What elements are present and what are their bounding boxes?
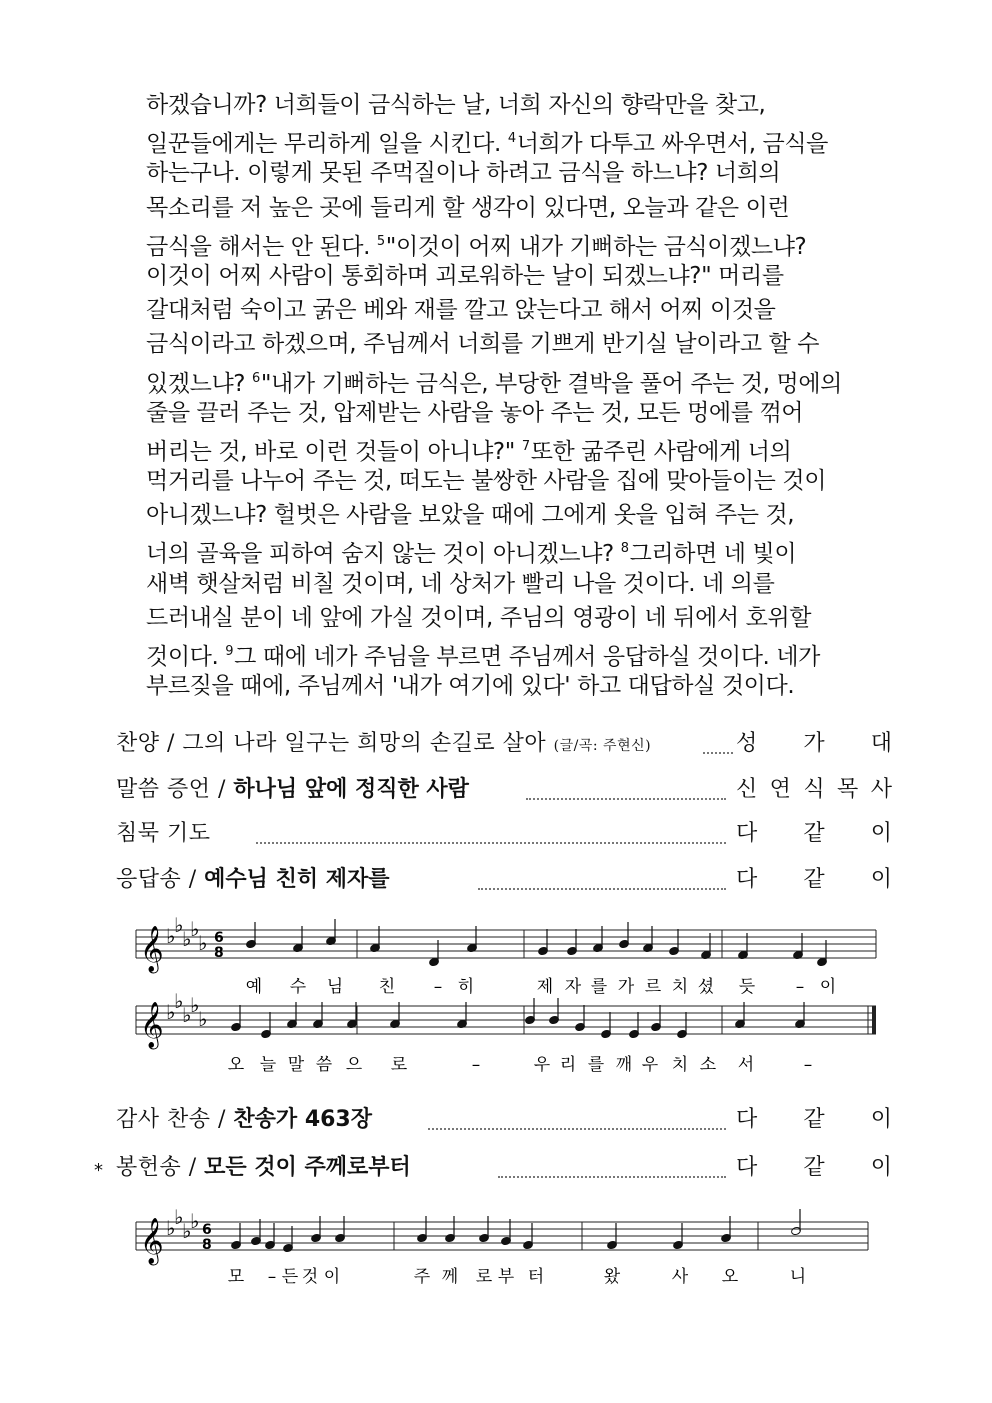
lyric-syllable: – [267, 1267, 277, 1287]
svg-text:♭: ♭ [198, 931, 208, 955]
svg-text:♭: ♭ [174, 913, 184, 937]
scripture-line [146, 191, 868, 225]
scripture-line [146, 122, 868, 156]
treble-clef-icon: 𝄞 [140, 926, 164, 972]
offering-song-score [132, 1200, 888, 1304]
scripture-text: 것이다. [146, 644, 226, 670]
scripture-line [146, 532, 868, 566]
leader-dots [703, 722, 733, 754]
leader-dots [428, 1098, 726, 1130]
sermon-label: 말씀 증언 / [116, 777, 234, 802]
svg-text:♭: ♭ [174, 989, 184, 1013]
scripture-text: "이것이 어찌 내가 기뻐하는 금식이겠느냐? [385, 233, 807, 260]
response-song-staff [132, 910, 888, 1090]
lyric-syllable: – [803, 1055, 813, 1075]
leader-dots [256, 812, 726, 844]
lyrics-line [246, 976, 836, 997]
lyric-syllable: 님 [326, 977, 344, 997]
lyric-syllable: 니 [789, 1267, 807, 1287]
scripture-text: 너의 골육을 피하여 숨지 않는 것이 아니겠느냐? [146, 541, 621, 568]
scripture-text: 아니겠느냐? 헐벗은 사람을 보았을 때에 그에게 옷을 입혀 주는 것, [146, 502, 795, 529]
lyric-syllable: 듯 [738, 977, 756, 997]
lyric-syllable: 를 [590, 977, 608, 997]
order-item-prayer [116, 812, 892, 852]
scripture-line [146, 225, 868, 259]
leader-dots [498, 1146, 726, 1178]
svg-text:♭: ♭ [174, 1205, 184, 1229]
lyric-syllable: 우 [533, 1055, 551, 1075]
lyric-syllable: 소 [699, 1055, 717, 1075]
lyric-syllable: 든 [281, 1267, 299, 1287]
lyric-syllable: 이 [323, 1267, 341, 1287]
lyric-syllable: 것 [301, 1267, 319, 1287]
scripture-text: 그리하면 네 빛이 [629, 541, 797, 568]
leader-dots [526, 768, 726, 800]
lyric-syllable: 셨 [697, 977, 715, 997]
leader-dots [478, 858, 726, 890]
scripture-text: 그 때에 네가 주님을 부르면 주님께서 응답하실 것이다. 네가 [234, 644, 820, 670]
svg-text:♭: ♭ [190, 993, 200, 1017]
lyric-syllable: 주 [413, 1267, 431, 1287]
scripture-text: 하겠습니까? 너희들이 금식하는 날, 너희 자신의 향락만을 찾고, [146, 92, 766, 118]
lyric-syllable: 말 [287, 1055, 305, 1075]
scripture-text: 갈대처럼 숙이고 굵은 베와 재를 깔고 앉는다고 해서 어찌 이것을 [146, 297, 776, 324]
scripture-passage [146, 88, 868, 703]
scripture-line [146, 327, 868, 361]
lyric-syllable: 오 [721, 1267, 739, 1287]
lyric-syllable: 수 [289, 977, 307, 997]
lyric-syllable: 왔 [603, 1267, 621, 1287]
lyric-syllable: 부 [497, 1267, 515, 1287]
response-label: 응답송 / [116, 867, 205, 892]
lyric-syllable: 으 [345, 1055, 363, 1075]
svg-text:♭: ♭ [190, 917, 200, 941]
sermon-title: 하나님 앞에 정직한 사람 [233, 777, 469, 802]
scripture-text: 부르짖을 때에, 주님께서 '내가 여기에 있다' 하고 대답하실 것이다. [146, 673, 795, 700]
hymn-label: 찬양 / 그의 나라 일구는 희망의 손길로 살아 [116, 731, 554, 756]
scripture-text: 새벽 햇살처럼 비칠 것이며, 네 상처가 빨리 나을 것이다. 네 의를 [146, 570, 775, 597]
lyric-syllable: 히 [457, 977, 475, 997]
svg-text:♭: ♭ [182, 1219, 192, 1243]
time-signature-top: 6 [202, 1222, 212, 1238]
hymn-performer: 성 가 대 [736, 731, 892, 756]
svg-text:♭: ♭ [182, 1003, 192, 1027]
lyric-syllable: 사 [671, 1267, 689, 1287]
lyric-syllable: – [795, 977, 805, 997]
scripture-text: 금식이라고 하겠으며, 주님께서 너희를 기쁘게 반기실 날이라고 할 수 [146, 331, 820, 358]
lyric-syllable: 제 [536, 977, 554, 997]
lyric-syllable: 께 [441, 1267, 459, 1287]
lyric-syllable: 르 [644, 977, 662, 997]
thanks-participants: 다 같 이 [736, 1107, 892, 1132]
scripture-line [146, 669, 868, 703]
standing-marker: * [94, 1160, 103, 1181]
svg-text:♭: ♭ [198, 1007, 208, 1031]
scripture-line [146, 156, 868, 190]
scripture-line [146, 498, 868, 532]
verse-number: 8 [620, 541, 629, 557]
offering-participants: 다 같 이 [736, 1155, 892, 1180]
scripture-text: 먹거리를 나누어 주는 것, 떠도는 불쌍한 사람을 집에 맞아들이는 것이 [146, 468, 827, 495]
scripture-line [146, 362, 868, 396]
scripture-line [146, 635, 868, 669]
response-title: 예수님 친히 제자를 [204, 867, 390, 892]
lyric-syllable: 서 [737, 1055, 755, 1075]
thanks-title: 찬송가 463장 [233, 1107, 372, 1132]
scripture-text: 일꾼들에게는 무리하게 일을 시킨다. [146, 131, 508, 158]
svg-text:♭: ♭ [182, 927, 192, 951]
lyric-syllable: 예 [245, 977, 263, 997]
lyric-syllable: 자 [564, 977, 582, 997]
lyric-syllable: – [433, 977, 443, 997]
scripture-line [146, 88, 868, 122]
verse-number: 4 [507, 131, 516, 147]
scripture-line [146, 464, 868, 498]
hymn-credit: (글/곡: 주현신) [553, 738, 652, 754]
melody-notes [231, 998, 806, 1039]
scripture-line [146, 567, 868, 601]
offering-label: 봉헌송 / [116, 1155, 205, 1180]
order-item-hymn [116, 722, 892, 762]
lyrics-line [228, 1054, 812, 1075]
scripture-text: 너희가 다투고 싸우면서, 금식을 [516, 131, 828, 158]
lyric-syllable: 를 [587, 1055, 605, 1075]
response-participants: 다 같 이 [736, 867, 892, 892]
offering-title: 모든 것이 주께로부터 [204, 1155, 411, 1180]
svg-text:♭: ♭ [190, 1209, 200, 1233]
sermon-preacher: 신 연 식 목 사 [736, 777, 892, 802]
lyric-syllable: 깨 [615, 1055, 633, 1075]
lyric-syllable: 우 [641, 1055, 659, 1075]
scripture-line [146, 396, 868, 430]
melody-notes [246, 919, 828, 967]
scripture-text: 버리는 것, 바로 이런 것들이 아니냐?" [146, 438, 522, 465]
svg-text:♭: ♭ [166, 924, 176, 948]
lyric-syllable: 가 [617, 977, 635, 997]
prayer-label: 침묵 기도 [116, 821, 211, 846]
order-item-sermon [116, 768, 892, 808]
scripture-line [146, 601, 868, 635]
scripture-text: 또한 굶주린 사람에게 너의 [530, 438, 792, 465]
melody-notes [231, 1209, 802, 1253]
key-signature-flats [166, 913, 207, 955]
offering-song-staff [132, 1200, 888, 1300]
time-signature-bottom: 8 [214, 945, 224, 961]
lyric-syllable: 씀 [315, 1055, 333, 1075]
order-item-offering [116, 1146, 892, 1186]
lyric-syllable: 로 [475, 1267, 493, 1287]
svg-text:♭: ♭ [166, 1216, 176, 1240]
verse-number: 5 [376, 233, 385, 249]
treble-clef-icon: 𝄞 [140, 1002, 164, 1048]
scripture-text: "내가 기뻐하는 금식은, 부당한 결박을 풀어 주는 것, 멍에의 [260, 370, 842, 397]
scripture-text: 금식을 해서는 안 된다. [146, 233, 377, 260]
verse-number: 7 [521, 438, 530, 454]
time-signature-top: 6 [214, 930, 224, 946]
svg-text:♭: ♭ [166, 1000, 176, 1024]
scripture-line [146, 293, 868, 327]
prayer-participants: 다 같 이 [736, 821, 892, 846]
lyric-syllable: 치 [671, 977, 689, 997]
verse-number: 9 [225, 644, 234, 659]
lyric-syllable: 치 [671, 1055, 689, 1075]
lyric-syllable: 리 [559, 1055, 577, 1075]
scripture-text: 있겠느냐? [146, 370, 252, 397]
lyric-syllable: 늘 [259, 1055, 277, 1075]
scripture-text: 하는구나. 이렇게 못된 주먹질이나 하려고 금식을 하느냐? 너희의 [146, 160, 781, 187]
time-signature-bottom: 8 [202, 1237, 212, 1253]
scripture-text: 이것이 어찌 사람이 통회하며 괴로워하는 날이 되겠느냐?" 머리를 [146, 262, 784, 289]
order-item-response [116, 858, 892, 898]
lyrics-line [228, 1266, 806, 1287]
verse-number: 6 [252, 370, 260, 386]
scripture-line [146, 430, 868, 464]
lyric-syllable: – [471, 1055, 481, 1075]
order-item-thanks [116, 1098, 892, 1138]
key-signature-flats [166, 1205, 199, 1243]
lyric-syllable: 터 [527, 1267, 545, 1287]
response-song-score [132, 910, 888, 1094]
thanks-label: 감사 찬송 / [116, 1107, 234, 1132]
lyric-syllable: 이 [819, 977, 837, 997]
lyric-syllable: 모 [227, 1267, 245, 1287]
scripture-text: 드러내실 분이 네 앞에 가실 것이며, 주님의 영광이 네 뒤에서 호위할 [146, 604, 812, 631]
scripture-text: 목소리를 저 높은 곳에 들리게 할 생각이 있다면, 오늘과 같은 이런 [146, 194, 790, 221]
treble-clef-icon: 𝄞 [140, 1218, 164, 1264]
lyric-syllable: 로 [390, 1055, 408, 1075]
lyric-syllable: 친 [378, 977, 396, 997]
scripture-line [146, 259, 868, 293]
key-signature-flats [166, 989, 207, 1031]
lyric-syllable: 오 [227, 1055, 245, 1075]
scripture-text: 줄을 끌러 주는 것, 압제받는 사람을 놓아 주는 것, 모든 멍에를 꺾어 [146, 399, 804, 426]
